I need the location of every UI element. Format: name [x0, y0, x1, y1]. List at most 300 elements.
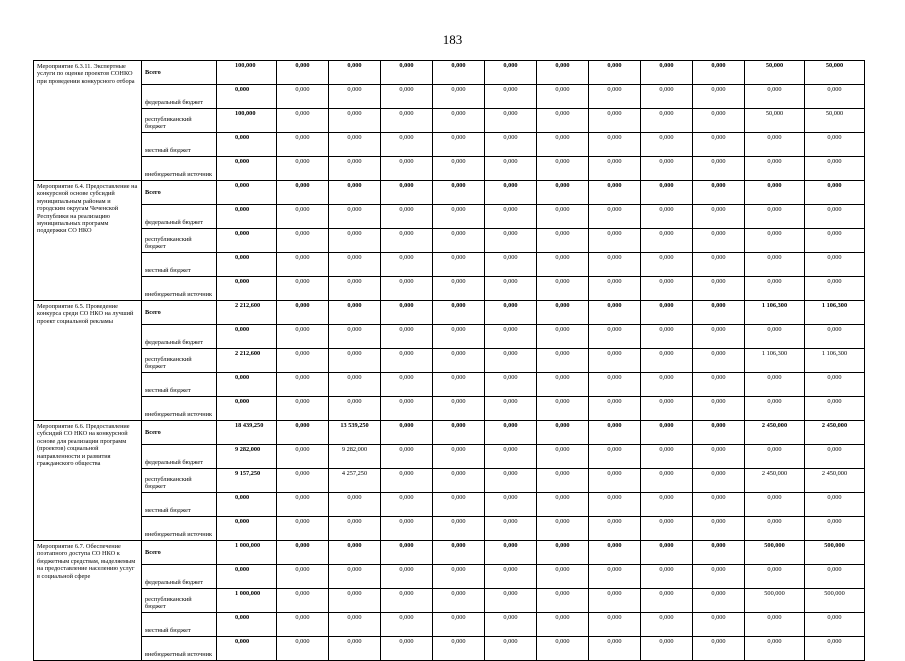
amount-cell: 0,000 — [381, 469, 433, 493]
amount-cell: 0,000 — [217, 493, 277, 517]
table-row — [34, 277, 865, 301]
amount-cell: 0,000 — [277, 325, 329, 349]
amount-cell: 0,000 — [641, 157, 693, 181]
amount-cell: 0,000 — [745, 397, 805, 421]
amount-cell: 0,000 — [485, 637, 537, 661]
amount-cell: 0,000 — [433, 301, 485, 325]
amount-cell: 0,000 — [277, 205, 329, 229]
funding-source: федеральный бюджет — [142, 205, 217, 229]
funding-source: республиканский бюджет — [142, 349, 217, 373]
amount-cell: 0,000 — [381, 445, 433, 469]
amount-cell: 0,000 — [641, 589, 693, 613]
amount-cell: 0,000 — [329, 517, 381, 541]
amount-cell: 0,000 — [433, 517, 485, 541]
amount-cell: 0,000 — [485, 325, 537, 349]
amount-cell: 0,000 — [485, 253, 537, 277]
funding-source: республиканский бюджет — [142, 109, 217, 133]
amount-cell: 0,000 — [589, 637, 641, 661]
amount-cell: 0,000 — [589, 133, 641, 157]
amount-cell: 0,000 — [537, 229, 589, 253]
amount-cell: 0,000 — [641, 493, 693, 517]
amount-cell: 0,000 — [277, 613, 329, 637]
amount-cell: 0,000 — [589, 157, 641, 181]
amount-cell: 0,000 — [537, 325, 589, 349]
amount-cell: 0,000 — [277, 133, 329, 157]
table-row — [34, 349, 865, 373]
amount-cell: 0,000 — [537, 349, 589, 373]
amount-cell: 0,000 — [805, 517, 865, 541]
amount-cell: 0,000 — [589, 613, 641, 637]
funding-source: местный бюджет — [142, 493, 217, 517]
amount-cell: 0,000 — [217, 397, 277, 421]
amount-cell: 0,000 — [693, 157, 745, 181]
amount-cell: 0,000 — [381, 589, 433, 613]
amount-cell: 0,000 — [381, 229, 433, 253]
amount-cell: 0,000 — [641, 229, 693, 253]
table-row — [34, 253, 865, 277]
amount-cell: 0,000 — [217, 133, 277, 157]
table-row — [34, 589, 865, 613]
amount-cell: 0,000 — [381, 325, 433, 349]
funding-source: внебюджетный источник — [142, 397, 217, 421]
amount-cell: 0,000 — [277, 421, 329, 445]
table-row — [34, 157, 865, 181]
amount-cell: 0,000 — [805, 253, 865, 277]
amount-cell: 0,000 — [641, 469, 693, 493]
activity-name: Мероприятие 6.6. Предоставление субсидий СО НКО на конкурсной основе для реализации программ (проектов) социальной направленности и развития гражданского общества — [34, 421, 142, 541]
amount-cell: 0,000 — [589, 589, 641, 613]
amount-cell: 0,000 — [433, 421, 485, 445]
amount-cell: 0,000 — [277, 109, 329, 133]
amount-cell: 0,000 — [485, 133, 537, 157]
amount-cell: 0,000 — [589, 61, 641, 85]
amount-cell: 0,000 — [745, 157, 805, 181]
amount-cell: 0,000 — [693, 517, 745, 541]
amount-cell: 0,000 — [433, 613, 485, 637]
amount-cell: 0,000 — [537, 469, 589, 493]
funding-source: Всего — [142, 541, 217, 565]
amount-cell: 0,000 — [589, 445, 641, 469]
amount-cell: 0,000 — [329, 613, 381, 637]
amount-cell: 0,000 — [485, 61, 537, 85]
amount-cell: 0,000 — [277, 61, 329, 85]
amount-cell: 0,000 — [693, 61, 745, 85]
amount-cell: 0,000 — [433, 565, 485, 589]
amount-cell: 0,000 — [485, 109, 537, 133]
amount-cell: 0,000 — [693, 181, 745, 205]
amount-cell: 0,000 — [589, 565, 641, 589]
amount-cell: 0,000 — [381, 181, 433, 205]
amount-cell: 0,000 — [693, 637, 745, 661]
amount-cell: 0,000 — [381, 349, 433, 373]
amount-cell: 0,000 — [693, 349, 745, 373]
amount-cell: 0,000 — [745, 637, 805, 661]
funding-source: федеральный бюджет — [142, 325, 217, 349]
amount-cell: 2 450,000 — [805, 469, 865, 493]
amount-cell: 0,000 — [485, 301, 537, 325]
amount-cell: 0,000 — [693, 277, 745, 301]
table-row — [34, 181, 865, 205]
amount-cell: 0,000 — [641, 421, 693, 445]
amount-cell: 0,000 — [641, 445, 693, 469]
table-row — [34, 133, 865, 157]
amount-cell: 1 000,000 — [217, 589, 277, 613]
amount-cell: 0,000 — [381, 517, 433, 541]
table-row — [34, 613, 865, 637]
amount-cell: 0,000 — [329, 181, 381, 205]
amount-cell: 0,000 — [329, 589, 381, 613]
amount-cell: 50,000 — [805, 109, 865, 133]
amount-cell: 2 212,600 — [217, 301, 277, 325]
amount-cell: 0,000 — [537, 421, 589, 445]
amount-cell: 0,000 — [217, 637, 277, 661]
amount-cell: 0,000 — [641, 109, 693, 133]
amount-cell: 0,000 — [433, 61, 485, 85]
amount-cell: 0,000 — [433, 253, 485, 277]
amount-cell: 0,000 — [641, 205, 693, 229]
amount-cell: 0,000 — [537, 565, 589, 589]
amount-cell: 0,000 — [589, 541, 641, 565]
amount-cell: 2 450,000 — [745, 469, 805, 493]
funding-source: Всего — [142, 301, 217, 325]
amount-cell: 0,000 — [485, 493, 537, 517]
amount-cell: 0,000 — [277, 565, 329, 589]
amount-cell: 0,000 — [589, 349, 641, 373]
amount-cell: 9 282,000 — [329, 445, 381, 469]
amount-cell: 0,000 — [537, 589, 589, 613]
amount-cell: 0,000 — [433, 589, 485, 613]
amount-cell: 0,000 — [537, 493, 589, 517]
table-row — [34, 61, 865, 85]
amount-cell: 0,000 — [485, 613, 537, 637]
activity-name: Мероприятие 6.7. Обеспечение поэтапного доступа СО НКО к бюджетным средствам, выделяемым на предоставление населению услуг в социальной сфере — [34, 541, 142, 661]
amount-cell: 0,000 — [485, 397, 537, 421]
amount-cell: 0,000 — [217, 325, 277, 349]
funding-source: федеральный бюджет — [142, 565, 217, 589]
amount-cell: 0,000 — [745, 205, 805, 229]
table-row — [34, 229, 865, 253]
amount-cell: 0,000 — [381, 541, 433, 565]
amount-cell: 0,000 — [217, 205, 277, 229]
amount-cell: 500,000 — [745, 541, 805, 565]
amount-cell: 0,000 — [485, 589, 537, 613]
amount-cell: 0,000 — [485, 565, 537, 589]
amount-cell: 0,000 — [433, 397, 485, 421]
amount-cell: 0,000 — [537, 181, 589, 205]
amount-cell: 0,000 — [745, 229, 805, 253]
table-row — [34, 541, 865, 565]
amount-cell: 0,000 — [745, 325, 805, 349]
amount-cell: 0,000 — [537, 157, 589, 181]
table-row — [34, 373, 865, 397]
amount-cell: 1 106,300 — [805, 301, 865, 325]
funding-source: внебюджетный источник — [142, 157, 217, 181]
financing-table-body — [34, 61, 865, 661]
amount-cell: 0,000 — [805, 157, 865, 181]
amount-cell: 4 257,250 — [329, 469, 381, 493]
amount-cell: 500,000 — [805, 589, 865, 613]
amount-cell: 0,000 — [433, 229, 485, 253]
amount-cell: 0,000 — [805, 133, 865, 157]
activity-name: Мероприятие 6.5. Проведение конкурса среди СО НКО на лучший проект социальной рекламы — [34, 301, 142, 421]
amount-cell: 0,000 — [537, 85, 589, 109]
amount-cell: 0,000 — [805, 397, 865, 421]
amount-cell: 0,000 — [805, 637, 865, 661]
amount-cell: 0,000 — [329, 373, 381, 397]
amount-cell: 0,000 — [537, 109, 589, 133]
amount-cell: 0,000 — [381, 565, 433, 589]
amount-cell: 0,000 — [693, 397, 745, 421]
amount-cell: 0,000 — [693, 469, 745, 493]
amount-cell: 0,000 — [641, 301, 693, 325]
amount-cell: 0,000 — [589, 397, 641, 421]
amount-cell: 0,000 — [641, 517, 693, 541]
amount-cell: 0,000 — [485, 181, 537, 205]
amount-cell: 0,000 — [329, 493, 381, 517]
amount-cell: 0,000 — [485, 205, 537, 229]
amount-cell: 0,000 — [329, 61, 381, 85]
amount-cell: 0,000 — [485, 85, 537, 109]
amount-cell: 0,000 — [277, 541, 329, 565]
amount-cell: 0,000 — [805, 493, 865, 517]
amount-cell: 0,000 — [381, 109, 433, 133]
amount-cell: 0,000 — [641, 613, 693, 637]
amount-cell: 0,000 — [329, 277, 381, 301]
amount-cell: 0,000 — [277, 181, 329, 205]
amount-cell: 0,000 — [433, 157, 485, 181]
amount-cell: 0,000 — [589, 373, 641, 397]
table-row — [34, 493, 865, 517]
amount-cell: 0,000 — [745, 445, 805, 469]
amount-cell: 0,000 — [641, 349, 693, 373]
funding-source: республиканский бюджет — [142, 469, 217, 493]
amount-cell: 50,000 — [745, 61, 805, 85]
amount-cell: 0,000 — [329, 85, 381, 109]
amount-cell: 0,000 — [693, 301, 745, 325]
amount-cell: 0,000 — [693, 205, 745, 229]
amount-cell: 0,000 — [329, 205, 381, 229]
amount-cell: 0,000 — [485, 469, 537, 493]
amount-cell: 0,000 — [745, 373, 805, 397]
amount-cell: 0,000 — [381, 253, 433, 277]
amount-cell: 0,000 — [329, 253, 381, 277]
amount-cell: 0,000 — [217, 229, 277, 253]
amount-cell: 0,000 — [217, 565, 277, 589]
amount-cell: 0,000 — [277, 229, 329, 253]
amount-cell: 0,000 — [589, 517, 641, 541]
amount-cell: 0,000 — [433, 325, 485, 349]
table-row — [34, 421, 865, 445]
funding-source: Всего — [142, 61, 217, 85]
amount-cell: 0,000 — [693, 445, 745, 469]
amount-cell: 0,000 — [589, 277, 641, 301]
amount-cell: 0,000 — [745, 181, 805, 205]
amount-cell: 0,000 — [277, 373, 329, 397]
amount-cell: 0,000 — [805, 613, 865, 637]
amount-cell: 0,000 — [329, 349, 381, 373]
amount-cell: 50,000 — [745, 109, 805, 133]
amount-cell: 0,000 — [537, 637, 589, 661]
amount-cell: 0,000 — [589, 493, 641, 517]
amount-cell: 0,000 — [589, 469, 641, 493]
amount-cell: 0,000 — [433, 349, 485, 373]
amount-cell: 0,000 — [745, 493, 805, 517]
amount-cell: 0,000 — [329, 109, 381, 133]
amount-cell: 0,000 — [537, 133, 589, 157]
amount-cell: 0,000 — [277, 493, 329, 517]
amount-cell: 0,000 — [641, 541, 693, 565]
amount-cell: 0,000 — [485, 373, 537, 397]
funding-source: республиканский бюджет — [142, 229, 217, 253]
funding-source: федеральный бюджет — [142, 85, 217, 109]
amount-cell: 0,000 — [641, 637, 693, 661]
amount-cell: 0,000 — [329, 229, 381, 253]
table-row — [34, 85, 865, 109]
amount-cell: 0,000 — [805, 85, 865, 109]
amount-cell: 1 106,300 — [745, 301, 805, 325]
amount-cell: 0,000 — [217, 85, 277, 109]
amount-cell: 0,000 — [433, 181, 485, 205]
amount-cell: 0,000 — [433, 85, 485, 109]
amount-cell: 0,000 — [433, 445, 485, 469]
amount-cell: 0,000 — [641, 397, 693, 421]
amount-cell: 0,000 — [693, 421, 745, 445]
amount-cell: 0,000 — [381, 85, 433, 109]
table-row — [34, 469, 865, 493]
amount-cell: 0,000 — [381, 205, 433, 229]
amount-cell: 0,000 — [805, 181, 865, 205]
amount-cell: 0,000 — [641, 277, 693, 301]
amount-cell: 0,000 — [745, 277, 805, 301]
amount-cell: 0,000 — [277, 301, 329, 325]
amount-cell: 13 539,250 — [329, 421, 381, 445]
amount-cell: 0,000 — [433, 493, 485, 517]
activity-name: Мероприятие 6.3.11. Экспертные услуги по оценке проектов СОНКО при проведении конкурсного отбора — [34, 61, 142, 181]
amount-cell: 0,000 — [805, 373, 865, 397]
amount-cell: 0,000 — [217, 157, 277, 181]
amount-cell: 0,000 — [537, 397, 589, 421]
amount-cell: 0,000 — [277, 85, 329, 109]
amount-cell: 0,000 — [433, 373, 485, 397]
amount-cell: 0,000 — [381, 61, 433, 85]
amount-cell: 0,000 — [537, 61, 589, 85]
amount-cell: 0,000 — [485, 229, 537, 253]
table-row — [34, 301, 865, 325]
amount-cell: 1 106,300 — [805, 349, 865, 373]
amount-cell: 0,000 — [641, 565, 693, 589]
amount-cell: 0,000 — [745, 253, 805, 277]
amount-cell: 0,000 — [485, 541, 537, 565]
amount-cell: 0,000 — [693, 373, 745, 397]
amount-cell: 0,000 — [381, 157, 433, 181]
amount-cell: 0,000 — [277, 277, 329, 301]
amount-cell: 0,000 — [745, 517, 805, 541]
table-row — [34, 205, 865, 229]
funding-source: местный бюджет — [142, 253, 217, 277]
amount-cell: 0,000 — [485, 517, 537, 541]
funding-source: внебюджетный источник — [142, 517, 217, 541]
amount-cell: 0,000 — [329, 565, 381, 589]
amount-cell: 0,000 — [277, 517, 329, 541]
amount-cell: 0,000 — [537, 205, 589, 229]
amount-cell: 0,000 — [329, 325, 381, 349]
amount-cell: 0,000 — [589, 325, 641, 349]
amount-cell: 0,000 — [277, 253, 329, 277]
table-row — [34, 517, 865, 541]
amount-cell: 0,000 — [537, 373, 589, 397]
amount-cell: 0,000 — [641, 181, 693, 205]
amount-cell: 0,000 — [745, 565, 805, 589]
amount-cell: 0,000 — [433, 205, 485, 229]
amount-cell: 0,000 — [589, 301, 641, 325]
amount-cell: 1 000,000 — [217, 541, 277, 565]
amount-cell: 0,000 — [381, 301, 433, 325]
amount-cell: 0,000 — [381, 277, 433, 301]
funding-source: Всего — [142, 421, 217, 445]
amount-cell: 0,000 — [693, 613, 745, 637]
amount-cell: 0,000 — [641, 133, 693, 157]
amount-cell: 0,000 — [329, 397, 381, 421]
amount-cell: 0,000 — [537, 541, 589, 565]
amount-cell: 0,000 — [805, 445, 865, 469]
activity-name: Мероприятие 6.4. Предоставление на конкурсной основе субсидий муниципальным районам и городским округам Чеченской Республики на реализацию муниципальных программ поддержки СО НКО — [34, 181, 142, 301]
funding-source: местный бюджет — [142, 133, 217, 157]
amount-cell: 0,000 — [641, 85, 693, 109]
amount-cell: 0,000 — [433, 541, 485, 565]
amount-cell: 0,000 — [805, 325, 865, 349]
funding-source: Всего — [142, 181, 217, 205]
table-row — [34, 109, 865, 133]
amount-cell: 0,000 — [589, 109, 641, 133]
amount-cell: 0,000 — [485, 349, 537, 373]
amount-cell: 0,000 — [277, 469, 329, 493]
amount-cell: 0,000 — [641, 373, 693, 397]
amount-cell: 0,000 — [433, 133, 485, 157]
amount-cell: 0,000 — [641, 325, 693, 349]
amount-cell: 0,000 — [745, 133, 805, 157]
amount-cell: 0,000 — [485, 157, 537, 181]
amount-cell: 0,000 — [433, 277, 485, 301]
amount-cell: 0,000 — [381, 373, 433, 397]
amount-cell: 1 106,300 — [745, 349, 805, 373]
amount-cell: 0,000 — [381, 493, 433, 517]
amount-cell: 0,000 — [217, 277, 277, 301]
funding-source: федеральный бюджет — [142, 445, 217, 469]
amount-cell: 0,000 — [329, 637, 381, 661]
amount-cell: 0,000 — [217, 613, 277, 637]
amount-cell: 0,000 — [485, 421, 537, 445]
amount-cell: 0,000 — [217, 517, 277, 541]
amount-cell: 0,000 — [693, 325, 745, 349]
amount-cell: 0,000 — [277, 589, 329, 613]
amount-cell: 0,000 — [693, 493, 745, 517]
amount-cell: 0,000 — [537, 253, 589, 277]
table-row — [34, 445, 865, 469]
amount-cell: 0,000 — [277, 157, 329, 181]
amount-cell: 0,000 — [277, 445, 329, 469]
amount-cell: 0,000 — [589, 181, 641, 205]
amount-cell: 0,000 — [537, 277, 589, 301]
table-row — [34, 397, 865, 421]
funding-source: внебюджетный источник — [142, 637, 217, 661]
amount-cell: 500,000 — [805, 541, 865, 565]
amount-cell: 0,000 — [589, 85, 641, 109]
amount-cell: 100,000 — [217, 61, 277, 85]
amount-cell: 0,000 — [641, 61, 693, 85]
amount-cell: 0,000 — [329, 133, 381, 157]
amount-cell: 0,000 — [381, 133, 433, 157]
financing-table — [33, 60, 865, 661]
